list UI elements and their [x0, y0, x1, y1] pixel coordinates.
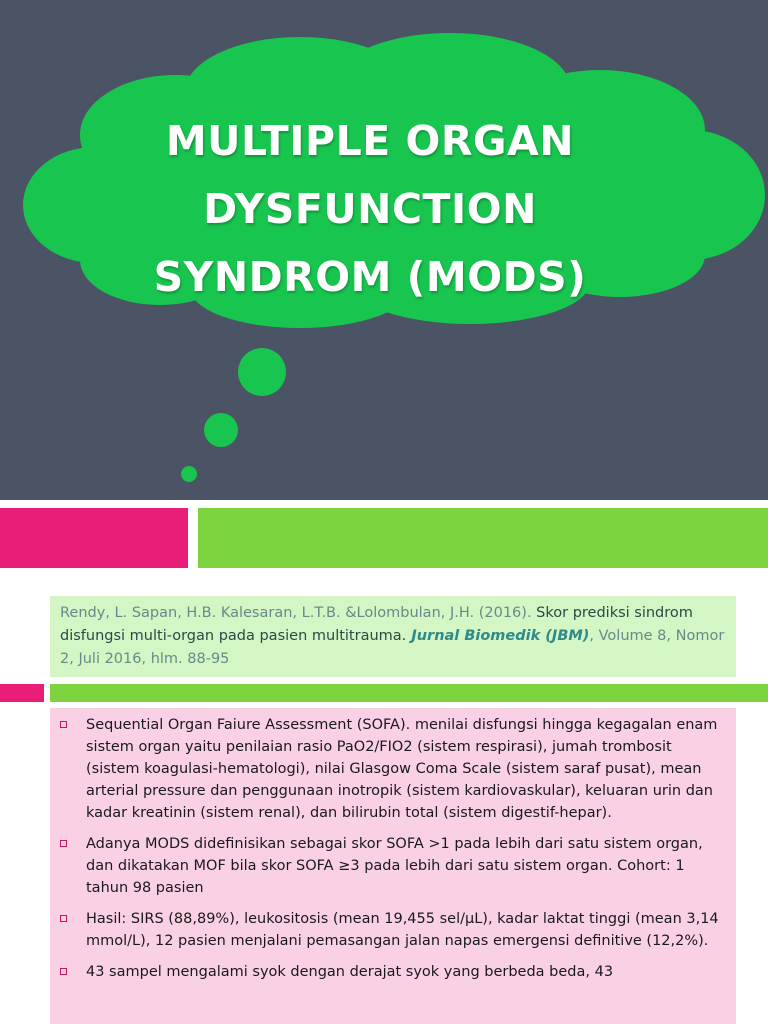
square-bullet-icon [60, 840, 67, 847]
accent-bar-green [198, 508, 768, 568]
accent-bar-pink [0, 508, 188, 568]
bullet-text: Sequential Organ Faiure Assessment (SOFA). menilai disfungsi hingga kegagalan enam sistem organ yaitu penilaian rasio PaO2/FIO2 (sistem respirasi), jumah trombosit (sistem koagulasi-hematologi), nilai Glasgow Coma Scale (sistem saraf pusat), mean arterial pressure dan penggunaan inotropik (sistem kardiovaskular), keluaran urin dan kadar kreatinin (sistem renal), dan bilirubin total (sistem digestif-hepar). [86, 717, 718, 821]
square-bullet-icon [60, 968, 67, 975]
reference-journal: Jurnal Biomedik (JBM) [406, 628, 590, 644]
divider-bar-pink [0, 684, 44, 702]
list-item [60, 908, 726, 952]
list-item [60, 714, 726, 824]
divider-bar-green [50, 684, 768, 702]
content-box [50, 708, 736, 1024]
reference-title: Skor prediksi sindrom disfungsi multi-organ pada pasien multitrauma. [60, 605, 693, 644]
reference-details: , Volume 8, Nomor 2, Juli 2016, hlm. 88-95 [60, 628, 725, 667]
bullet-text: Adanya MODS didefinisikan sebagai skor SOFA >1 pada lebih dari satu sistem organ, dan dikatakan MOF bila skor SOFA ≥3 pada lebih dari satu sistem organ. Cohort: 1 tahun 98 pasien [86, 836, 703, 896]
thought-bubble-large [238, 348, 286, 396]
thought-bubble-medium [204, 413, 238, 447]
reference-authors: Rendy, L. Sapan, H.B. Kalesaran, L.T.B. &Lolombulan, J.H. (2016). [60, 605, 532, 621]
reference-box [50, 596, 736, 677]
title-line-3: SYNDROM (MODS) [153, 253, 587, 302]
bullet-text: Hasil: SIRS (88,89%), leukositosis (mean 19,455 sel/μL), kadar laktat tinggi (mean 3,14 mmol/L), 12 pasien menjalani pemasangan jalan napas emergensi definitive (12,2%). [86, 911, 719, 949]
square-bullet-icon [60, 915, 67, 922]
page-title [120, 107, 620, 311]
title-line-1: MULTIPLE ORGAN [165, 117, 575, 166]
list-item [60, 961, 726, 983]
bullet-text: 43 sampel mengalami syok dengan derajat syok yang berbeda beda, 43 [86, 964, 614, 980]
title-line-2: DYSFUNCTION [203, 185, 537, 234]
square-bullet-icon [60, 721, 67, 728]
bullet-list [60, 714, 726, 983]
thought-bubble-small [181, 466, 197, 482]
list-item [60, 833, 726, 899]
